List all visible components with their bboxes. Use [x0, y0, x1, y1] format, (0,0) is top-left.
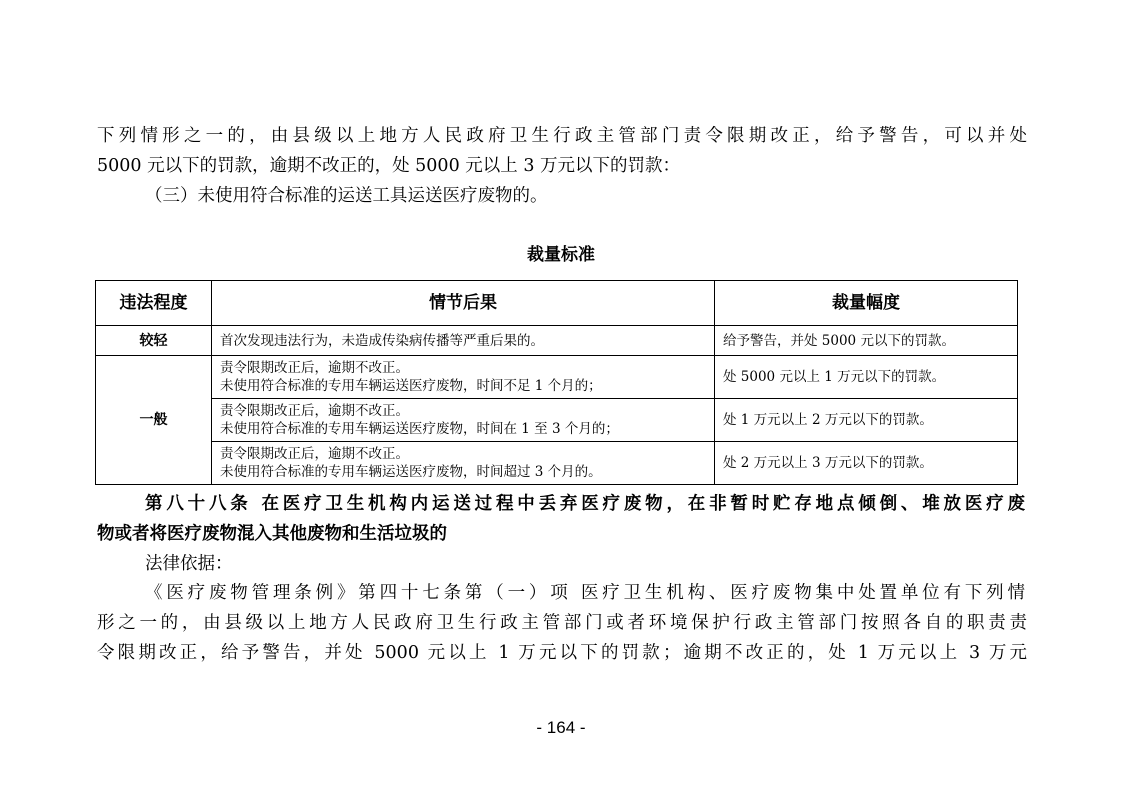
degree-cell: 一般 — [96, 356, 212, 485]
legal-basis-label: 法律依据： — [145, 554, 233, 574]
page-number: - 164 - — [536, 718, 586, 737]
degree-cell: 较轻 — [96, 326, 212, 356]
header-degree: 违法程度 — [96, 281, 212, 326]
table-title: 裁量标准 — [527, 245, 595, 265]
basis-line-3: 令限期改正，给予警告，并处 5000 元以上 1 万元以下的罚款；逾期不改正的，处 1 万元以上 3 万元 — [97, 643, 1027, 663]
basis-line-1: 《医疗废物管理条例》第四十七条第（一）项 医疗卫生机构、医疗废物集中处置单位有下列情 — [145, 583, 1025, 603]
circumstance-cell — [212, 399, 715, 442]
circumstance-line: 责令限期改正后，逾期不改正。 — [220, 446, 409, 462]
table-row — [96, 442, 1018, 485]
table-row — [96, 399, 1018, 442]
circumstance-line: 未使用符合标准的专用车辆运送医疗废物，时间在 1 至 3 个月的； — [220, 421, 619, 437]
circumstance-cell — [212, 356, 715, 399]
circumstance-cell — [212, 442, 715, 485]
header-circumstance: 情节后果 — [212, 281, 715, 326]
circumstance-line: 未使用符合标准的专用车辆运送医疗废物，时间超过 3 个月的。 — [220, 464, 602, 480]
circumstance-line: 未使用符合标准的专用车辆运送医疗废物，时间不足 1 个月的； — [220, 378, 602, 394]
circumstance-line: 首次发现违法行为，未造成传染病传播等严重后果的。 — [220, 332, 544, 349]
range-cell: 处 2 万元以上 3 万元以下的罚款。 — [715, 442, 1018, 485]
header-range: 裁量幅度 — [715, 281, 1018, 326]
basis-line-2: 形之一的，由县级以上地方人民政府卫生行政主管部门或者环境保护行政主管部门按照各自的职责责 — [97, 613, 1027, 633]
range-cell: 给予警告，并处 5000 元以下的罚款。 — [715, 326, 1018, 356]
table-row — [96, 326, 1018, 356]
range-cell: 处 5000 元以上 1 万元以下的罚款。 — [715, 356, 1018, 399]
table-row — [96, 356, 1018, 399]
intro-line-1: 下列情形之一的，由县级以上地方人民政府卫生行政主管部门责令限期改正，给予警告，可以并处 — [97, 126, 1027, 146]
circumstance-cell — [212, 326, 715, 356]
article-heading-line-1: 第八十八条 在医疗卫生机构内运送过程中丢弃医疗废物，在非暂时贮存地点倾倒、堆放医疗废 — [145, 494, 1025, 514]
intro-line-2: 5000 元以下的罚款，逾期不改正的，处 5000 元以上 3 万元以下的罚款： — [97, 156, 681, 176]
discretion-standard-table — [95, 280, 1018, 485]
circumstance-line: 责令限期改正后，逾期不改正。 — [220, 403, 409, 419]
article-heading-line-2: 物或者将医疗废物混入其他废物和生活垃圾的 — [97, 524, 447, 544]
range-cell: 处 1 万元以上 2 万元以下的罚款。 — [715, 399, 1018, 442]
circumstance-line: 责令限期改正后，逾期不改正。 — [220, 360, 409, 376]
intro-item-3: （三）未使用符合标准的运送工具运送医疗废物的。 — [145, 186, 548, 206]
table-header-row — [96, 281, 1018, 326]
